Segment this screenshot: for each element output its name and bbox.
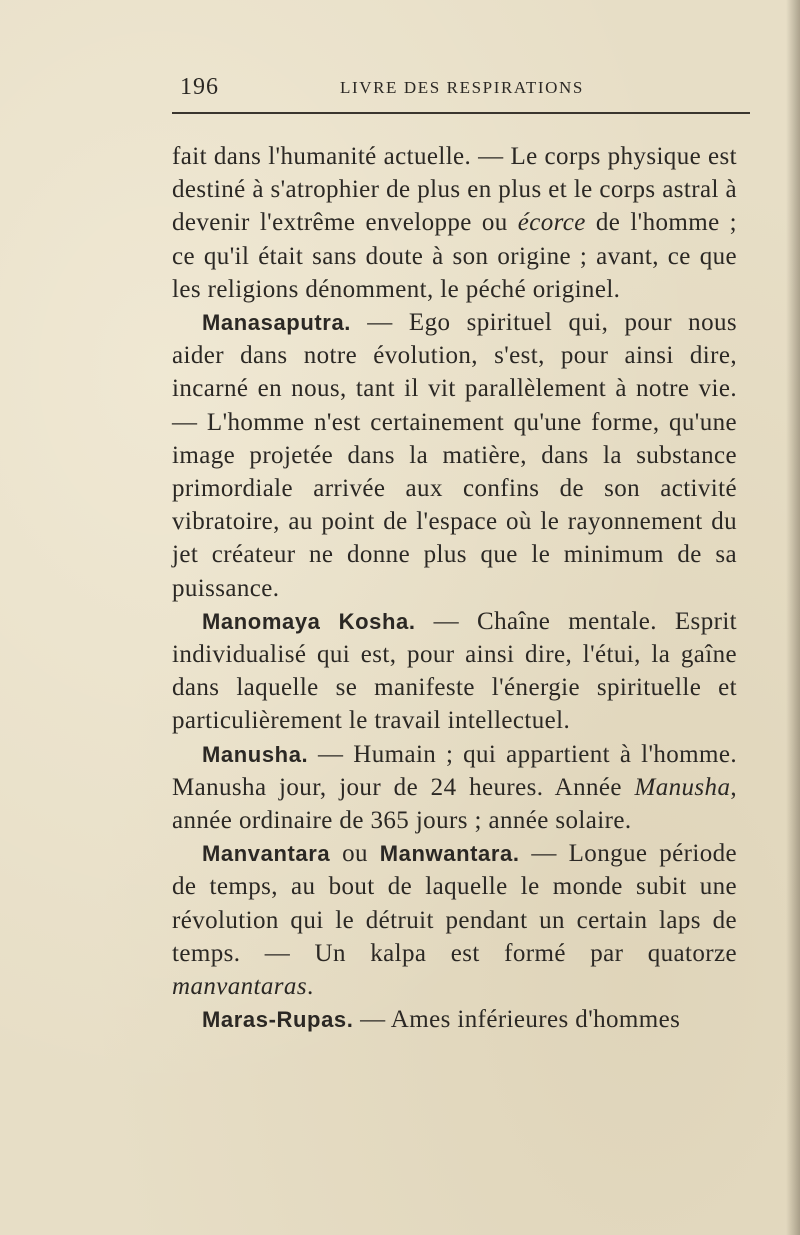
definition-manasaputra: — Ego spirituel qui, pour nous aider dans notre évolution, s'est, pour ainsi dire, incarné en nous, tant il vit parallèlement à notre vie. — L'homme n'est certainement qu'une forme, qu'une image projetée dans la matière, dans la substance primordiale arrivée aux confins de son activité vibratoire, au point de l'espace où le rayonnement du jet créateur ne donne plus que le minimum de sa puissance. [172, 309, 737, 602]
continuation-text-2: de l'homme ; ce qu'il était sans doute à son origine ; avant, ce que les religions dénomment, le péché originel. [172, 209, 737, 303]
term-maras-rupas: Maras-Rupas. [202, 1007, 354, 1033]
definition-manusha-italic: Manusha [634, 773, 731, 801]
header-rule [172, 112, 750, 114]
entry-maras-rupas [172, 1003, 737, 1036]
definition-manvantara: — Longue période de temps, au bout de laquelle le monde subit une révolution qui le détruit pendant un certain laps de temps. — Un kalpa est formé par quatorze [172, 840, 737, 967]
term-manomaya-kosha: Manomaya Kosha. [202, 608, 416, 634]
term-manwantara: Manwantara. [379, 841, 520, 867]
definition-manvantara-italic: manvantaras [172, 973, 307, 1001]
definition-manusha-1: — Humain ; qui appartient à l'homme. Manusha jour, jour de 24 heures. Année [172, 740, 737, 801]
term-manusha: Manusha. [202, 741, 309, 767]
entry-manusha [172, 738, 737, 838]
definition-manomaya-kosha: — Chaîne mentale. Esprit individualisé qui est, pour ainsi dire, l'étui, la gaîne dans laquelle se manifeste l'énergie spirituelle et particulièrement le travail intellectuel. [172, 607, 738, 735]
page-edge-shadow [786, 0, 800, 1235]
definition-manvantara-end: . [306, 973, 314, 1001]
entry-manasaputra [172, 306, 737, 605]
definition-manusha-2: , année ordinaire de 365 jours ; année solaire. [172, 773, 737, 835]
term-manvantara: Manvantara [202, 841, 331, 867]
entry-manomaya-kosha [172, 605, 737, 738]
page-number: 196 [180, 74, 219, 100]
page-header [170, 70, 750, 110]
continuation-text-1: fait dans l'humanité actuelle. — Le corps physique est destiné à s'atrophier de plus en plus et le corps astral à devenir l'extrême enveloppe ou [172, 143, 737, 237]
connector-ou: ou [330, 840, 380, 868]
continuation-paragraph [172, 140, 737, 306]
body-text [172, 140, 737, 1036]
term-manasaputra: Manasaputra. [202, 310, 352, 336]
continuation-italic: écorce [517, 209, 586, 237]
running-title: LIVRE DES RESPIRATIONS [340, 78, 584, 97]
entry-manvantara [172, 837, 737, 1003]
definition-maras-rupas: — Ames inférieures d'hommes [353, 1006, 681, 1034]
